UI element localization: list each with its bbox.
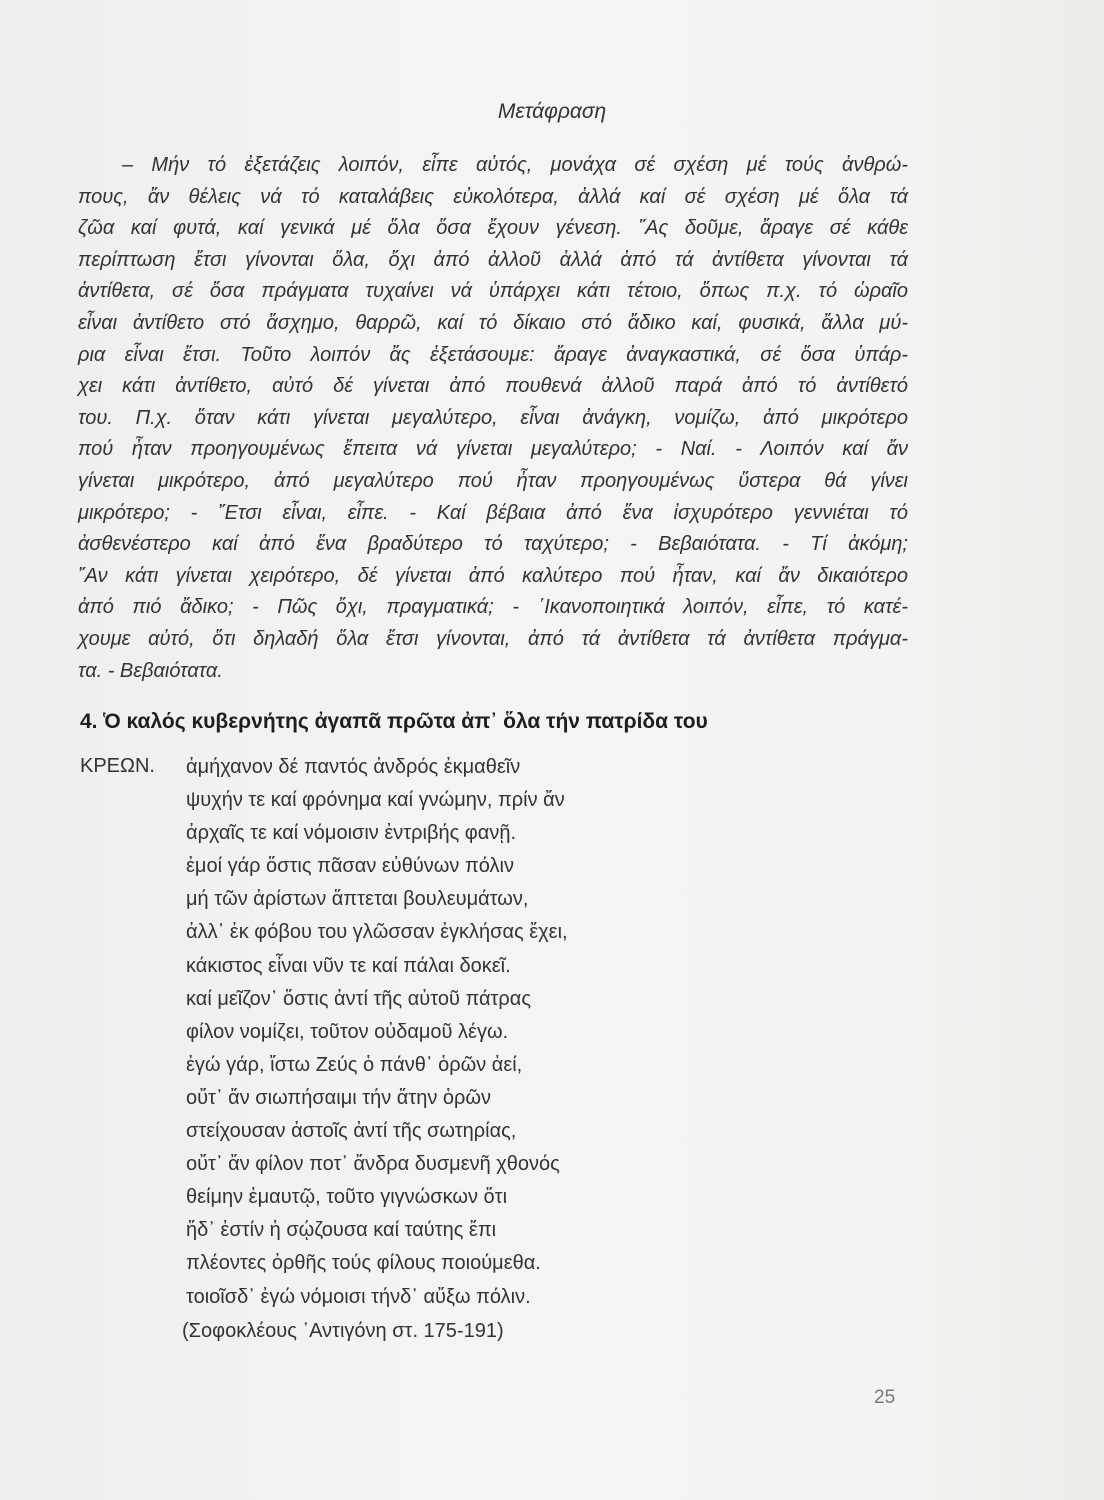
verse-line: οὔτ᾿ ἄν φίλον ποτ᾿ ἄνδρα δυσμενῆ χθονός: [186, 1153, 560, 1176]
verse-line: στείχουσαν ἀστοῖς ἀντί τῆς σωτηρίας,: [186, 1120, 517, 1143]
verse-line: καί μεῖζον᾿ ὅστις ἀντί τῆς αὑτοῦ πάτρας: [186, 987, 531, 1010]
verse-line: οὔτ᾿ ἄν σιωπήσαιμι τήν ἄτην ὁρῶν: [186, 1086, 492, 1109]
paragraph-line: πού ἦταν προηγουμένως ἔπειτα νά γίνεται μεγαλύτερο; - Ναί. - Λοιπόν καί ἄν: [78, 438, 908, 461]
verse-line: ψυχήν τε καί φρόνημα καί γνώμην, πρίν ἄν: [186, 789, 565, 812]
paragraph-line: πους, ἄν θέλεις νά τό καταλάβεις εὐκολότερα, ἀλλά καί σέ σχέση μέ ὅλα τά: [78, 185, 908, 208]
verse-line: φίλον νομίζει, τοῦτον οὐδαμοῦ λέγω.: [186, 1020, 509, 1043]
page-number: 25: [874, 1387, 896, 1408]
paragraph-line: ἀπό πιό ἄδικο; - Πῶς ὄχι, πραγματικά; - ῾Ικανοποιητικά λοιπόν, εἶπε, τό κατέ-: [78, 596, 908, 619]
section-heading: 4. Ὁ καλός κυβερνήτης ἀγαπᾶ πρῶτα ἀπ᾿ ὅλα τήν πατρίδα του: [80, 710, 708, 733]
paragraph-line: του. Π.χ. ὅταν κάτι γίνεται μεγαλύτερο, εἶναι ἀνάγκη, νομίζω, ἀπό μικρότερο: [78, 406, 908, 429]
verse-line: πλέοντες ὀρθῆς τούς φίλους ποιούμεθα.: [186, 1252, 541, 1275]
paragraph-line: ἀντίθετα, σέ ὅσα πράγματα τυχαίνει νά ὑπάρχει κάτι τέτοιο, ὅπως π.χ. τό ὡραῖο: [78, 280, 908, 303]
paragraph-line: γίνεται μικρότερο, ἀπό μεγαλύτερο πού ἦταν προηγουμένως ὕστερα θά γίνει: [78, 469, 908, 492]
verse-line: κάκιστος εἶναι νῦν τε καί πάλαι δοκεῖ.: [186, 954, 511, 977]
translation-paragraph: [78, 150, 908, 687]
verse-line: ἀρχαῖς τε καί νόμοισιν ἐντριβής φανῇ.: [186, 822, 517, 845]
verse-line: ἥδ᾿ ἐστίν ἡ σῴζουσα καί ταύτης ἔπι: [186, 1219, 497, 1242]
speaker-name: ΚΡΕΩΝ.: [80, 755, 155, 777]
paragraph-line: μικρότερο; - ῎Ετσι εἶναι, εἶπε. - Καί βέβαια ἀπό ἕνα ἰσχυρότερο γεννιέται τό: [78, 501, 908, 524]
translation-heading: Μετάφραση: [497, 100, 607, 123]
paragraph-line: χουμε αὐτό, ὅτι δηλαδή ὅλα ἔτσι γίνονται, ἀπό τά ἀντίθετα τά ἀντίθετα πράγμα-: [78, 627, 908, 650]
paragraph-line: εἶναι ἀντίθετο στό ἄσχημο, θαρρῶ, καί τό δίκαιο στό ἄδικο καί, φυσικά, ἄλλα μύ-: [78, 311, 908, 334]
verse-line: ἀλλ᾿ ἐκ φόβου του γλῶσσαν ἐγκλήσας ἔχει,: [186, 921, 568, 944]
paragraph-line: ρια εἶναι ἔτσι. Τοῦτο λοιπόν ἄς ἐξετάσουμε: ἄραγε ἀναγκαστικά, σέ ὅσα ὑπάρ-: [78, 343, 908, 366]
verse-line: θείμην ἐμαυτῷ, τοῦτο γιγνώσκων ὅτι: [186, 1186, 508, 1209]
verse-line: τοιοῖσδ᾿ ἐγώ νόμοισι τήνδ᾿ αὔξω πόλιν.: [186, 1285, 531, 1308]
paragraph-line: ζῶα καί φυτά, καί γενικά μέ ὅλα ὅσα ἔχουν γένεση. ῞Ας δοῦμε, ἄραγε σέ κάθε: [78, 217, 908, 240]
paragraph-line: ἀσθενέστερο καί ἀπό ἕνα βραδύτερο τό ταχύτερο; - Βεβαιότατα. - Τί ἀκόμη;: [78, 533, 908, 556]
verse-line: ἀμήχανον δέ παντός ἀνδρός ἐκμαθεῖν: [186, 756, 521, 778]
paragraph-line: τα. - Βεβαιότατα.: [78, 659, 223, 682]
verse-line: ἐμοί γάρ ὅστις πᾶσαν εὐθύνων πόλιν: [186, 855, 514, 878]
verse-line: ἐγώ γάρ, ἴστω Ζεύς ὁ πάνθ᾿ ὁρῶν ἀεί,: [186, 1053, 523, 1076]
paragraph-line: χει κάτι ἀντίθετο, αὐτό δέ γίνεται ἀπό πουθενά ἀλλοῦ παρά ἀπό τό ἀντίθετό: [78, 375, 908, 398]
source-citation: (Σοφοκλέους ᾿Αντιγόνη στ. 175-191): [182, 1320, 504, 1342]
verse-line: μή τῶν ἀρίστων ἅπτεται βουλευμάτων,: [186, 888, 529, 911]
verse-block: [186, 751, 886, 1314]
paragraph-line: – Μήν τό ἐξετάζεις λοιπόν, εἶπε αὐτός, μονάχα σέ σχέση μέ τούς ἀνθρώ-: [122, 154, 908, 176]
paragraph-line: ῎Αν κάτι γίνεται χειρότερο, δέ γίνεται ἀπό καλύτερο πού ἦταν, καί ἄν δικαιότερο: [78, 564, 908, 587]
paragraph-line: περίπτωση ἔτσι γίνονται ὅλα, ὄχι ἀπό ἀλλοῦ ἀλλά ἀπό τά ἀντίθετα γίνονται τά: [78, 248, 908, 271]
